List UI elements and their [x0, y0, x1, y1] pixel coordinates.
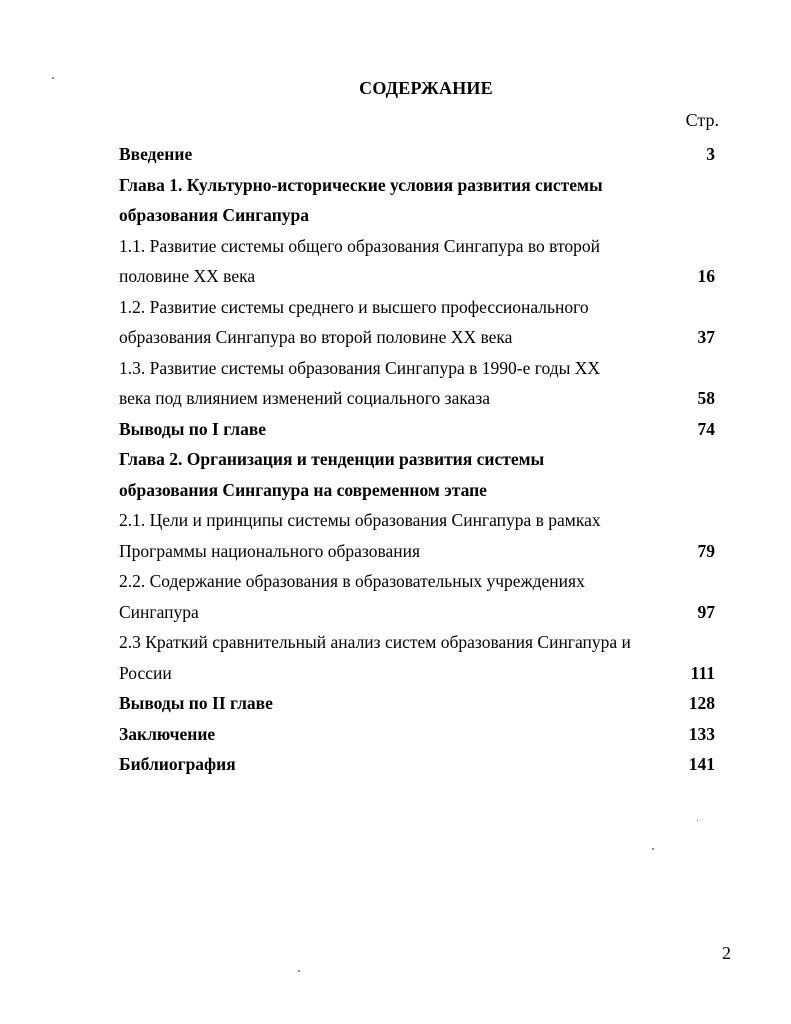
toc-entry-line: 1.2. Развитие системы среднего и высшего профессионального — [119, 296, 589, 317]
toc-entry-text — [119, 719, 215, 750]
page-title: СОДЕРЖАНИЕ — [359, 78, 493, 98]
toc-entry-text — [119, 139, 192, 170]
toc-entry-line: образования Сингапура во второй половине XX века — [119, 327, 513, 347]
toc-entry-line: половине XX века — [119, 266, 256, 286]
toc-entry-text — [119, 444, 544, 505]
toc-entry-page: 128 — [688, 693, 715, 713]
toc-entry-text — [119, 627, 631, 688]
toc-entry-line: Сингапура — [119, 601, 199, 622]
toc-entry-line: века под влиянием изменений социального заказа — [119, 388, 491, 408]
toc-entry-line: Библиография — [119, 754, 236, 774]
toc-entry-page: 74 — [697, 418, 715, 439]
toc-entry — [119, 749, 721, 780]
toc-entry-text — [119, 231, 600, 292]
toc-entry-text — [119, 292, 589, 353]
toc-entry-page: 58 — [697, 388, 715, 408]
toc-entry-page: 3 — [706, 144, 715, 164]
toc-entry-text — [119, 749, 236, 780]
toc-entry — [119, 566, 721, 627]
page-column-label: Стр. — [685, 110, 719, 130]
toc-entry — [119, 688, 721, 719]
toc-entry-page: 16 — [697, 266, 715, 286]
toc-entry-text — [119, 566, 585, 627]
scan-speck — [652, 848, 654, 850]
toc-entry-line: Программы национального образования — [119, 540, 421, 561]
toc-entry — [119, 353, 721, 414]
scan-speck — [298, 970, 300, 972]
toc-entry-page: 79 — [697, 540, 715, 561]
scan-speck — [52, 77, 54, 79]
toc-entry-text — [119, 414, 266, 445]
toc-entry-line: 1.1. Развитие системы общего образования Сингапура во второй — [119, 235, 601, 256]
page-number: 2 — [722, 943, 731, 963]
toc-entry-line: Введение — [119, 144, 193, 164]
toc-entry-line: Глава 1. Культурно-исторические условия развития системы — [119, 174, 603, 195]
toc-entry-text — [119, 505, 601, 566]
toc-entry — [119, 627, 721, 688]
toc-entry-page: 141 — [688, 754, 715, 774]
scan-speck — [697, 820, 698, 821]
toc-entry — [119, 505, 721, 566]
toc-entry-line: 2.3 Краткий сравнительный анализ систем образования Сингапура и — [119, 632, 631, 652]
toc-entry-line: Глава 2. Организация и тенденции развития системы — [119, 449, 545, 469]
toc-entry — [119, 292, 721, 353]
toc-entry-line: Выводы по I главе — [119, 418, 267, 439]
toc-entry — [119, 139, 721, 170]
toc-entry — [119, 231, 721, 292]
toc-entry-line: России — [119, 662, 172, 683]
toc-entry-line: 2.2. Содержание образования в образовательных учреждениях — [119, 571, 585, 591]
table-of-contents — [119, 139, 721, 780]
toc-entry-line: образования Сингапура на современном этапе — [119, 479, 487, 500]
toc-entry-line: 1.3. Развитие системы образования Сингапура в 1990-е годы XX — [119, 357, 601, 378]
toc-entry-line: Заключение — [119, 723, 216, 744]
toc-entry-line: Выводы по II главе — [119, 693, 273, 713]
toc-entry-page: 133 — [688, 723, 715, 744]
toc-entry-page: 97 — [697, 601, 715, 622]
toc-entry — [119, 414, 721, 445]
toc-entry-line: образования Сингапура — [119, 205, 310, 225]
toc-entry-text — [119, 170, 603, 231]
toc-entry-page: 111 — [690, 662, 715, 683]
toc-entry — [119, 719, 721, 750]
toc-entry-page: 37 — [697, 327, 715, 347]
toc-entry-text — [119, 688, 273, 719]
toc-entry — [119, 444, 721, 505]
toc-entry-text — [119, 353, 600, 414]
toc-entry — [119, 170, 721, 231]
toc-entry-line: 2.1. Цели и принципы системы образования Сингапура в рамках — [119, 510, 601, 530]
